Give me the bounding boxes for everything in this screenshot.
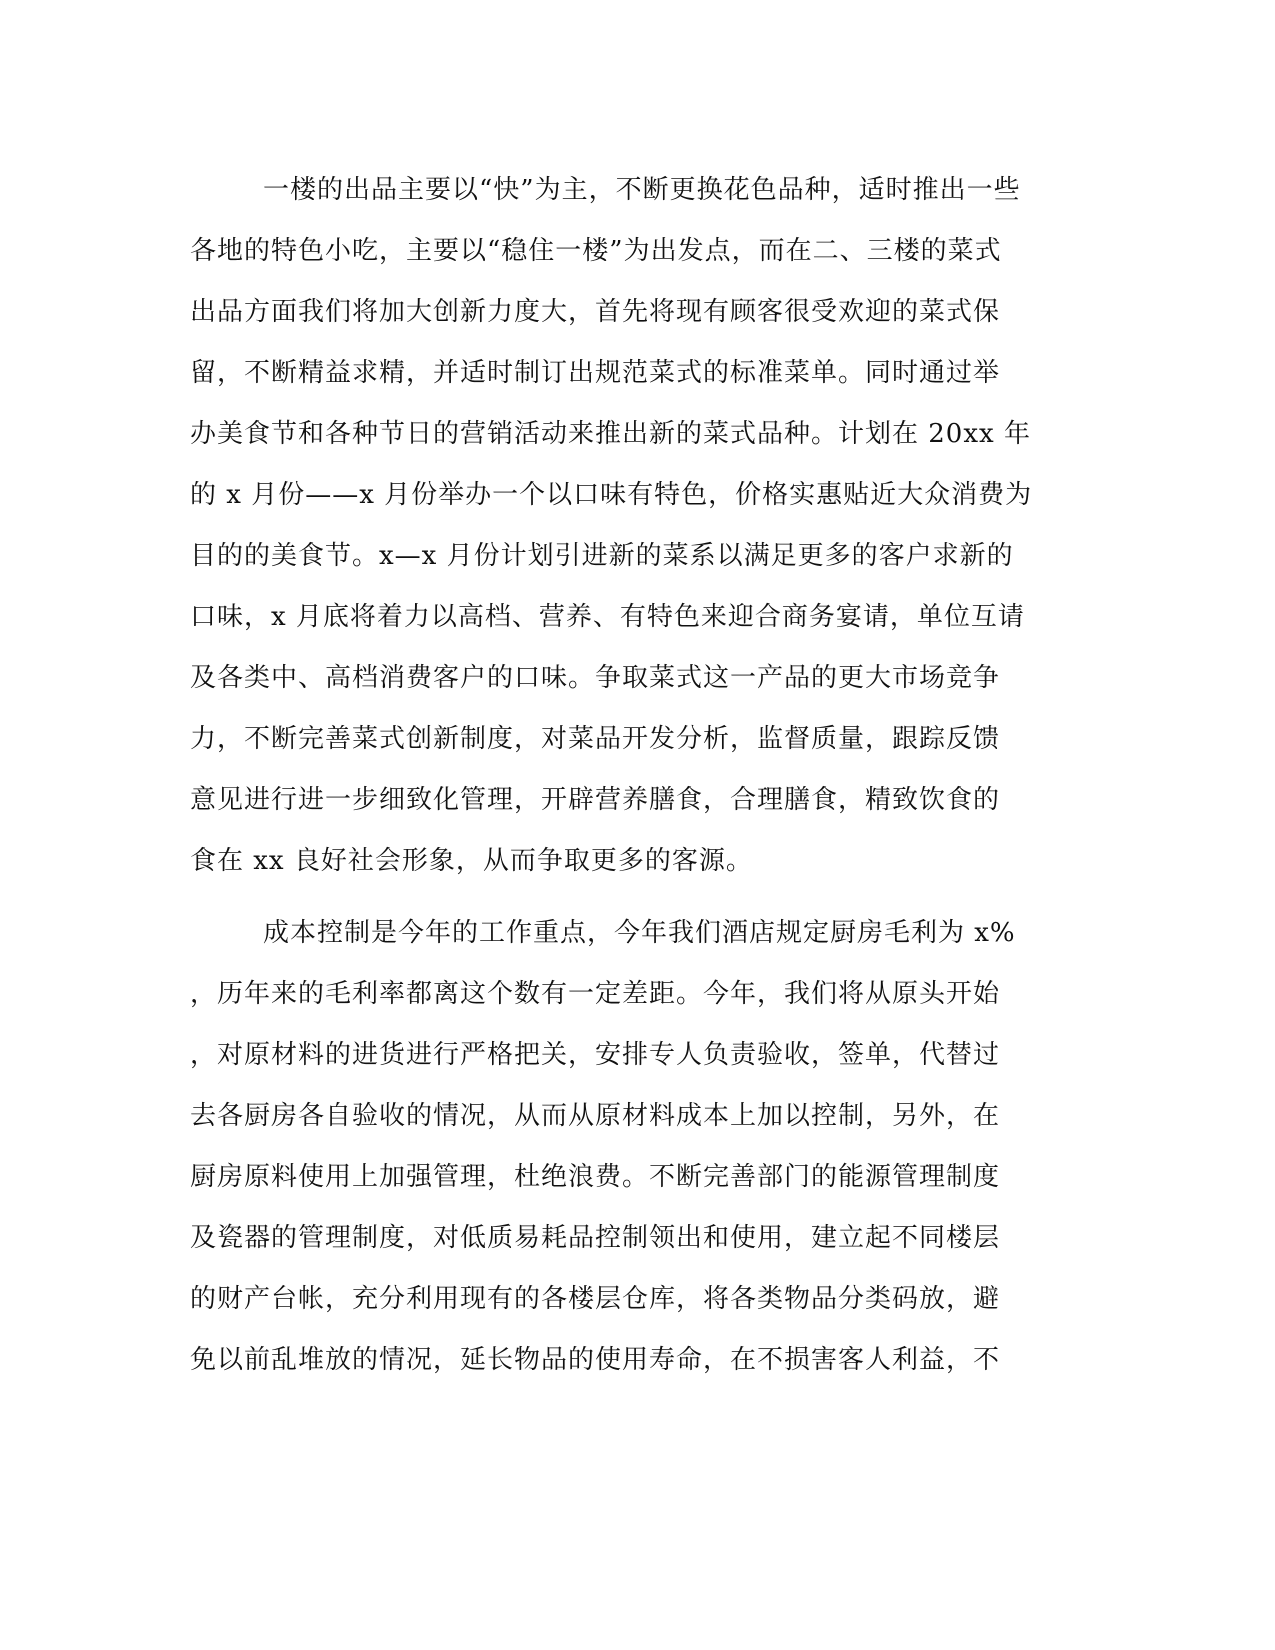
text-line: 食在 xx 良好社会形象，从而争取更多的客源。 <box>190 846 753 876</box>
text-line: 去各厨房各自验收的情况，从而从原材料成本上加以控制，另外，在 <box>190 1101 1001 1131</box>
text-line: 目的的美食节。x—x 月份计划引进新的菜系以满足更多的客户求新的 <box>190 541 1014 571</box>
text-line: 免以前乱堆放的情况，延长物品的使用寿命，在不损害客人利益，不 <box>190 1345 1001 1375</box>
text-line: 意见进行进一步细致化管理，开辟营养膳食，合理膳食，精致饮食的 <box>190 785 1001 815</box>
text-line: 出品方面我们将加大创新力度大，首先将现有顾客很受欢迎的菜式保 <box>190 297 1001 327</box>
text-line: 一楼的出品主要以“快”为主，不断更换花色品种，适时推出一些 <box>263 175 1021 205</box>
paragraph-cost-control <box>190 903 1090 1391</box>
text-line: ，对原材料的进货进行严格把关，安排专人负责验收，签单，代替过 <box>190 1040 1001 1070</box>
text-line: 成本控制是今年的工作重点，今年我们酒店规定厨房毛利为 x% <box>263 918 1016 948</box>
text-line: 厨房原料使用上加强管理，杜绝浪费。不断完善部门的能源管理制度 <box>190 1162 1001 1192</box>
text-line: 的 x 月份——x 月份举办一个以口味有特色，价格实惠贴近大众消费为 <box>190 480 1033 510</box>
text-line: 及瓷器的管理制度，对低质易耗品控制领出和使用，建立起不同楼层 <box>190 1223 1001 1253</box>
text-line: 各地的特色小吃，主要以“稳住一楼”为出发点，而在二、三楼的菜式 <box>190 236 1002 266</box>
text-line: 办美食节和各种节日的营销活动来推出新的菜式品种。计划在 20xx 年 <box>190 419 1031 449</box>
text-line: 的财产台帐，充分利用现有的各楼层仓库，将各类物品分类码放，避 <box>190 1284 1001 1314</box>
text-line: 留，不断精益求精，并适时制订出规范菜式的标准菜单。同时通过举 <box>190 358 1001 388</box>
text-line: ，历年来的毛利率都离这个数有一定差距。今年，我们将从原头开始 <box>190 979 1001 1009</box>
text-line: 口味，x 月底将着力以高档、营养、有特色来迎合商务宴请，单位互请 <box>190 602 1025 632</box>
text-line: 及各类中、高档消费客户的口味。争取菜式这一产品的更大市场竞争 <box>190 663 1001 693</box>
text-line: 力，不断完善菜式创新制度，对菜品开发分析，监督质量，跟踪反馈 <box>190 724 1001 754</box>
paragraph-menu-innovation <box>190 160 1090 892</box>
